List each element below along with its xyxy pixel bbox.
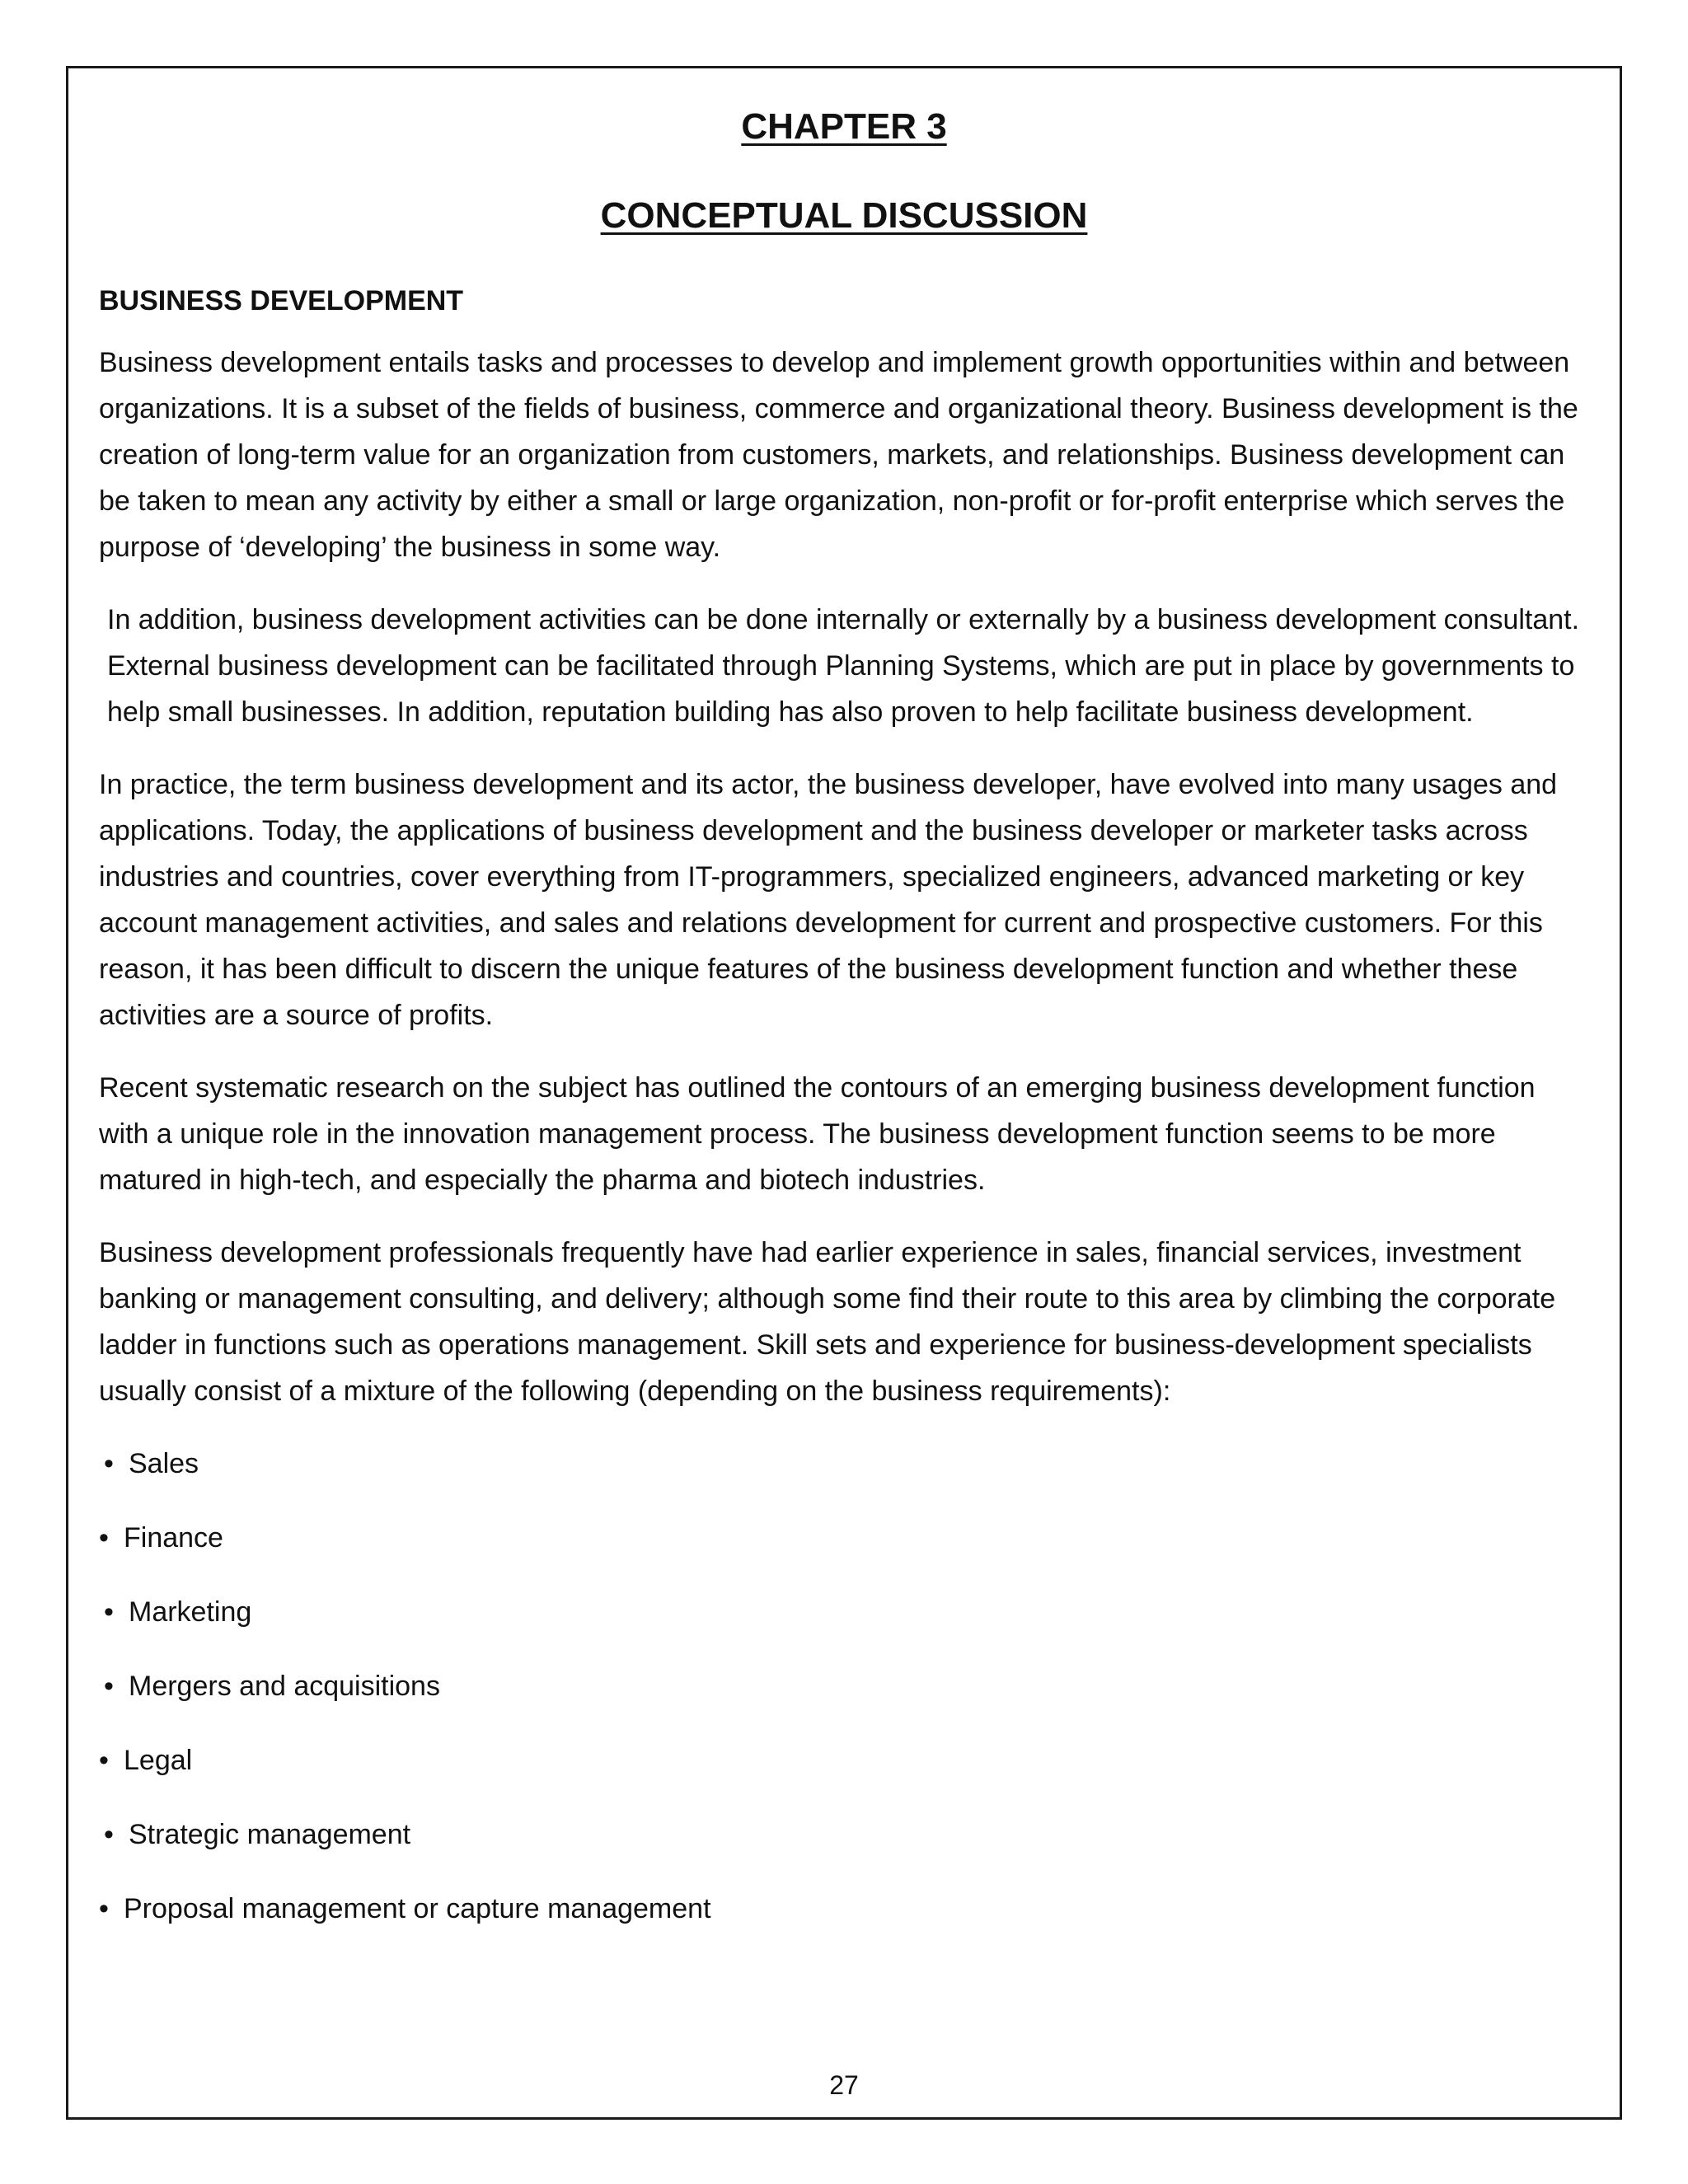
list-item-label: Sales [129,1448,199,1479]
page-content [99,280,1589,1960]
list-item [99,1811,1589,1858]
list-item-label: Legal [124,1745,193,1776]
page-number: 27 [829,2070,859,2100]
chapter-subtitle: CONCEPTUAL DISCUSSION [600,195,1088,236]
list-item-label: Proposal management or capture management [124,1893,711,1924]
section-heading: BUSINESS DEVELOPMENT [99,285,464,316]
list-item [99,1515,1589,1561]
paragraph-internal-external: In addition, business development activities can be done internally or externally by a business development consultant. External business development can be facilitated through Planning Systems, which are put in place by governments to help small businesses. In addition, reputation building has also proven to help facilitate business development. [107,604,1580,728]
paragraph-research: Recent systematic research on the subject has outlined the contours of an emerging business development function with a unique role in the innovation management process. The business development function seems to be more matured in high-tech, and especially the pharma and biotech industries. [99,1072,1536,1196]
bullet-icon: • [104,1596,114,1628]
bullet-icon: • [99,1893,109,1924]
list-item-label: Marketing [129,1596,252,1628]
bullet-icon: • [99,1522,109,1554]
list-item [99,1589,1589,1635]
list-item [99,1441,1589,1487]
bullet-icon: • [104,1819,114,1850]
paragraph-intro: Business development entails tasks and processes to develop and implement growth opportunities within and between organizations. It is a subset of the fields of business, commerce and organizational theory. Business development is the creation of long-term value for an organization from customers, markets, and relationships. Business development can be taken to mean any activity by either a small or large organization, non-profit or for-profit enterprise which serves the purpose of ‘developing’ the business in some way. [99,347,1578,563]
list-item [99,1737,1589,1783]
list-item [99,1886,1589,1932]
bullet-icon: • [104,1671,114,1702]
list-item [99,1663,1589,1709]
skills-bullet-list [99,1441,1589,1932]
list-item-label: Finance [124,1522,223,1554]
chapter-title: CHAPTER 3 [741,106,947,147]
bullet-icon: • [99,1745,109,1776]
paragraph-professionals: Business development professionals frequently have had earlier experience in sales, financial services, investment banking or management consulting, and delivery; although some find their route to this area by climbing the corporate ladder in functions such as operations management. Skill sets and experience for business-development specialists usually consist of a mixture of the following (depending on the business requirements): [99,1237,1556,1407]
bullet-icon: • [104,1448,114,1479]
list-item-label: Strategic management [129,1819,411,1850]
paragraph-practice: In practice, the term business development and its actor, the business developer, have evolved into many usages and applications. Today, the applications of business development and the business developer or marketer tasks across industries and countries, cover everything from IT-programmers, specialized engineers, advanced marketing or key account management activities, and sales and relations development for current and prospective customers. For this reason, it has been difficult to discern the unique features of the business development function and whether these activities are a source of profits. [99,769,1558,1031]
list-item-label: Mergers and acquisitions [129,1671,440,1702]
